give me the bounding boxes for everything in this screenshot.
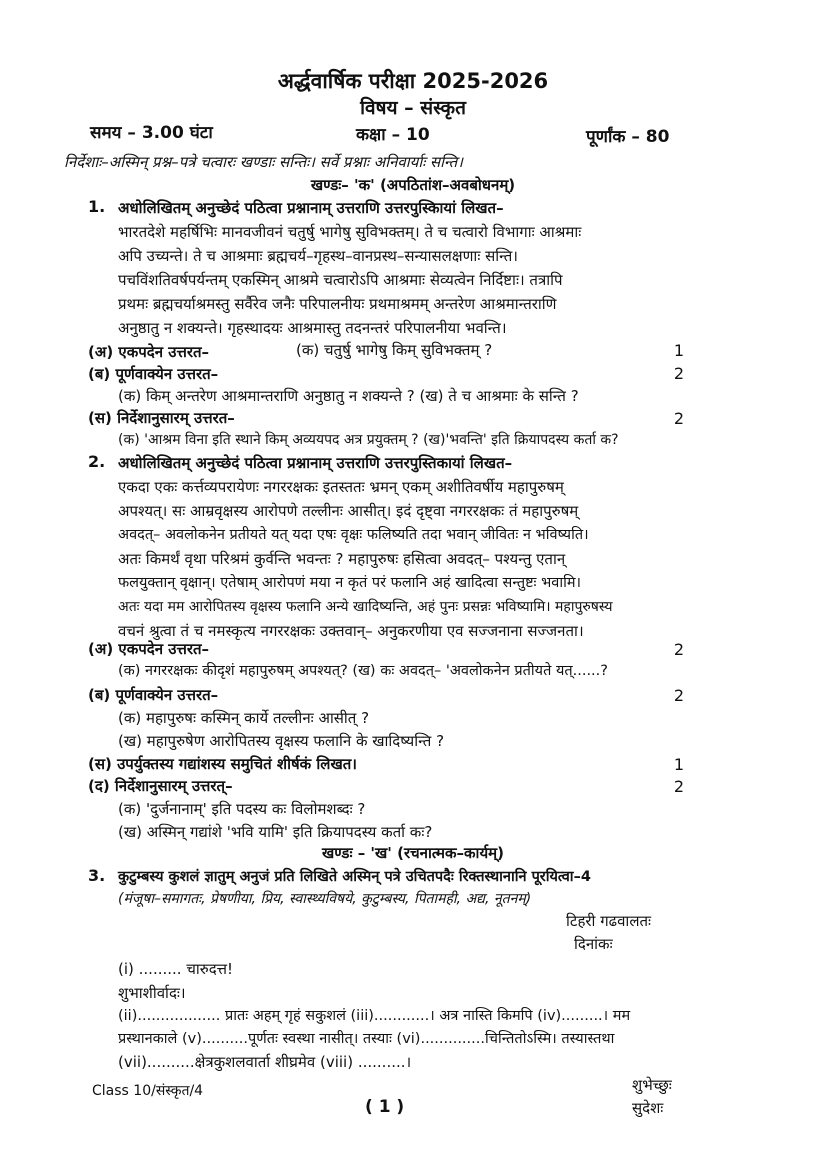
passage-line: प्रथमः ब्रह्मचर्याश्रमस्तु सर्वैरेव जनैः परिपालनीयः प्रथमाश्रमम् अन्तरेण आश्रमान्तराणि <box>118 295 557 313</box>
subquestion-label: (अ) एकपदेन उत्तरत– <box>88 343 210 361</box>
section-b-heading: खण्डः – 'ख' (रचनात्मक–कार्यम्) <box>322 844 504 862</box>
passage-line: अतः यदा मम आरोपितस्य वृक्षस्य फलानि अन्ये खादिष्यन्ति, अहं पुनः प्रसन्नः भविष्यामि। महापुरुषस्य <box>118 599 613 615</box>
subquestion-text: (क) 'आश्रम विना इति स्थाने किम् अव्ययपद अत्र प्रयुक्तम् ? (ख)'भवन्ति' इति क्रियापदस्य कर्ता क? <box>118 432 619 448</box>
marks: 1 <box>673 755 684 774</box>
letter-line: (ii).................. प्रातः अहम् गृहं सकुशलं (iii)............। अत्र नास्ति किमपि (iv).........। मम <box>118 1008 631 1024</box>
passage-line: वचनं श्रुत्वा तं च नमस्कृत्य नगररक्षकः उक्तवान्– अनुकरणीया एव सज्जनाना सज्जनता। <box>118 622 584 640</box>
paper-code: Class 10/संस्कृत/4 <box>92 1083 204 1099</box>
subquestion-label: (द) निर्देशानुसारम् उत्तरत्– <box>88 777 233 795</box>
question-number: 3. <box>88 866 106 885</box>
marks: 2 <box>673 686 684 705</box>
subquestion-label: (स) निर्देशानुसारम् उत्तरत– <box>88 409 235 427</box>
subquestion-label: (ब) पूर्णवाक्येन उत्तरत– <box>88 365 219 383</box>
subquestion-text: (ख) अस्मिन् गद्यांशे 'भवि यामि' इति क्रियापदस्य कर्ता कः? <box>118 823 433 841</box>
passage-line: अवदत्– अवलोकनेन प्रतीयते यत् यदा एषः वृक्षः फलिष्यति तदा भवान् जीवितः न भविष्यति। <box>118 527 589 543</box>
subquestion-label: (अ) एकपदेन उत्तरत– <box>88 640 210 658</box>
letter-place: टिहरी गढवालतः <box>566 912 652 930</box>
subquestion-text: (क) महापुरुषः कस्मिन् कार्ये तल्लीनः आसीत् ? <box>118 709 370 727</box>
passage-line: फलयुक्तान् वृक्षान्। एतेषाम् आरोपणं मया न कृतं परं फलानि अहं खादित्वा सन्तुष्टः भवामि। <box>118 575 582 591</box>
marks: 1 <box>673 341 684 360</box>
passage-line: अपि उच्यन्ते। ते च आश्रमाः ब्रह्मचर्य–गृहस्थ–वानप्रस्थ–सन्यासलक्षणाः सन्ति। <box>118 247 518 265</box>
instructions-line: निर्देशाः–अस्मिन् प्रश्न–पत्रे चत्वारः खण्डाः सन्तिः। सर्वे प्रश्नाः अनिवार्याः सन्ति। <box>64 153 463 171</box>
exam-title: अर्द्धवार्षिक परीक्षा 2025-2026 <box>277 69 549 93</box>
marks: 2 <box>673 640 684 659</box>
letter-line: शुभाशीर्वादः। <box>118 984 186 1002</box>
subquestion-text: (क) चतुर्षु भागेषु किम् सुविभक्तम् ? <box>296 341 493 359</box>
passage-line: भारतदेशे महर्षिभिः मानवजीवनं चतुर्षु भागेषु सुविभक्तम्। ते च चत्वारो विभागाः आश्रमाः <box>118 223 582 241</box>
subquestion-text: (क) 'दुर्जनानाम्' इति पदस्य कः विलोमशब्दः ? <box>118 800 366 818</box>
class-line: कक्षा – 10 <box>356 125 430 145</box>
marks: 2 <box>673 364 684 383</box>
letter-closing: शुभेच्छुः <box>632 1076 672 1094</box>
letter-line: (i) ......... चारुदत्त! <box>118 960 234 978</box>
page-number: ( 1 ) <box>365 1097 405 1117</box>
time-line: समय – 3.00 घंटा <box>90 123 213 143</box>
passage-line: अपश्यत्। सः आम्रवृक्षस्य आरोपणे तल्लीनः आसीत्। इदं दृष्ट्वा नगररक्षकः तं महापुरुषम् <box>118 502 579 520</box>
question-instruction: अधोलिखितम् अनुच्छेदं पठित्वा प्रश्नानाम् उत्तराणि उत्तरपुस्किायां लिखत– <box>118 199 504 217</box>
subject-line: विषय – संस्कृत <box>360 97 466 119</box>
passage-line: एकदा एकः कर्त्तव्यपरायेणः नगररक्षकः इतस्ततः भ्रमन् एकम् अशीतिवर्षीय महापुरुषम् <box>118 478 564 496</box>
question-number: 2. <box>88 452 106 471</box>
subquestion-text: (क) किम् अन्तरेण आश्रमान्तराणि अनुष्ठातु न शक्यन्ते ? (ख) ते च आश्रमाः के सन्ति ? <box>118 387 579 405</box>
letter-line: (vii)..........क्षेत्रकुशलवार्ता शीघ्रमेव (viii) ..........। <box>118 1053 412 1071</box>
question-number: 1. <box>88 197 106 216</box>
question-instruction: कुटुम्बस्य कुशलं ज्ञातुम् अनुजं प्रति लिखिते अस्मिन् पत्रे उचितपदैः रिक्तस्थानानि पूरयित्वा–4 <box>118 869 591 885</box>
subquestion-label: (स) उपर्युक्तस्य गद्यांशस्य समुचितं शीर्षकं लिखत। <box>88 755 357 773</box>
subquestion-text: (क) नगररक्षकः कीदृशं महापुरुषम् अपश्यत्? (ख) कः अवदत्– 'अवलोकनेन प्रतीयते यत्......? <box>118 663 608 679</box>
subquestion-label: (ब) पूर्णवाक्येन उत्तरत– <box>88 686 219 704</box>
letter-signature: सुदेशः <box>632 1099 664 1117</box>
letter-date: दिनांकः <box>574 935 613 953</box>
marks: 2 <box>673 777 684 796</box>
passage-line: पचविंशतिवर्षपर्यन्तम् एकस्मिन् आश्रमे चत्वारोऽपि आश्रमाः सेव्यत्वेन निर्दिष्टाः। तत्रापि <box>118 271 563 289</box>
max-marks-line: पूर्णांक – 80 <box>586 127 670 147</box>
passage-line: अनुष्ठातु न शक्यन्ते। गृहस्थादयः आश्रमास्तु तदनन्तरं परिपालनीया भवन्ति। <box>118 319 507 337</box>
word-box: (मंजूषा–समागतः, प्रेषणीया, प्रिय, स्वास्थ्यविषये, कुटुम्बस्य, पितामही, अद्य, नूतनम्) <box>118 891 532 907</box>
subquestion-text: (ख) महापुरुषेण आरोपितस्य वृक्षस्य फलानि के खादिष्यन्ति ? <box>118 732 445 750</box>
marks: 2 <box>673 409 684 428</box>
section-a-heading: खण्डः– 'क' (अपठितांश–अवबोधनम्) <box>310 176 516 194</box>
letter-line: प्रस्थानकाले (v)..........पूर्णतः स्वस्था नासीत्। तस्याः (vi)..............चिन्तितोऽस्मि। तस्यास्तथा <box>118 1031 615 1047</box>
question-instruction: अधोलिखितम् अनुच्छेदं पठित्वा प्रश्नानाम् उत्तराणि उत्तरपुस्तिकायां लिखत– <box>118 454 513 472</box>
passage-line: अतः किमर्थं वृथा परिश्रमं कुर्वन्ति भवन्तः ? महापुरुषः हसित्वा अवदत्– पश्यन्तु एतान् <box>118 550 566 568</box>
